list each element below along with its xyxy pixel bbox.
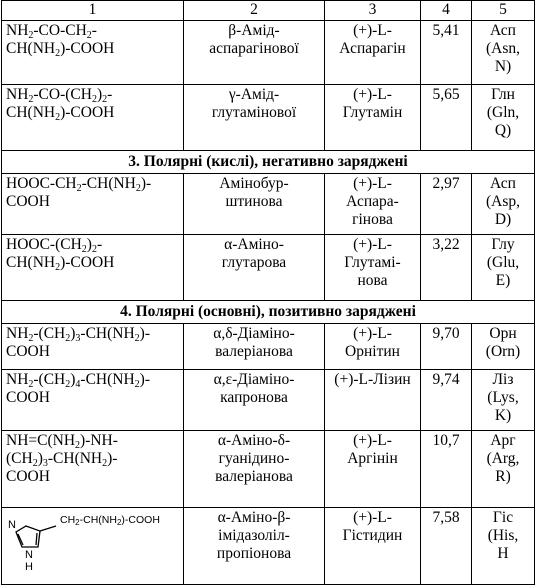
imidazole-ring-icon [6,512,60,572]
code-cell: Орн (Orn) [472,324,535,370]
code-cell: Арг (Arg, R) [472,431,535,508]
formula-cell: $NH_2-CO-CH_2-$ $CH(NH_2)$-COOH [2,21,184,85]
table-row [2,508,535,585]
isomer-cell: (+)-L- Аспара- гінова [325,174,421,235]
code-cell: Гіс (His, H [472,508,535,585]
pi-cell: 7,58 [421,508,472,585]
formula-cell [2,508,184,585]
formula-cell: HOOC-$(CH_2)_2-$ $CH(NH_2)$-COOH [2,235,184,301]
formula-cell: $NH_2-(CH_2)_3-CH(NH_2)-$ COOH [2,324,184,370]
name-cell: γ-Амід- глутамінової [184,85,325,151]
pi-cell: 9,74 [421,370,472,431]
isomer-cell: (+)-L- Аргінін [325,431,421,508]
ring-nh-label: N [25,549,33,561]
header-col-2: 2 [184,1,325,21]
header-col-4: 4 [421,1,472,21]
section-heading-row [2,301,535,324]
amino-acid-table [1,0,535,585]
formula-cell: HOOC-$CH_2-CH(NH_2)-$ COOH [2,174,184,235]
table-row [2,324,535,370]
pi-cell: 2,97 [421,174,472,235]
pi-cell: 5,41 [421,21,472,85]
ring-h-label: H [25,561,33,572]
formula-cell: $NH_2-CO-(CH_2)_2-$ $CH(NH_2)$-COOH [2,85,184,151]
formula-cell: $NH=C(NH_2)-NH-$ $(CH_2)_3-CH(NH_2)-$ COOH [2,431,184,508]
isomer-cell: (+)-L-Лізин [325,370,421,431]
isomer-cell: (+)-L- Орнітин [325,324,421,370]
name-cell: Амінобур- штинова [184,174,325,235]
name-cell: α-Аміно-δ- гуанідино- валеріанова [184,431,325,508]
name-cell: α-Аміно- глутарова [184,235,325,301]
isomer-cell: (+)-L- Аспарагін [325,21,421,85]
section-heading-row [2,151,535,174]
table-row [2,370,535,431]
table-row [2,21,535,85]
header-col-1: 1 [2,1,184,21]
name-cell: α-Аміно-β- імідазоліл- пропіонова [184,508,325,585]
code-cell: Асп (Asp, D) [472,174,535,235]
code-cell: Ліз (Lys, K) [472,370,535,431]
ring-n-label: N [8,519,16,531]
isomer-cell: (+)-L- Глутамін [325,85,421,151]
histidine-side-chain: $CH_2-CH(NH_2)$-COOH [60,514,160,527]
table-row [2,431,535,508]
table-row [2,85,535,151]
section-heading: 4. Полярні (основні), позитивно заряджені [2,301,535,324]
code-cell: Глу (Glu, E) [472,235,535,301]
pi-cell: 10,7 [421,431,472,508]
section-heading: 3. Полярні (кислі), негативно заряджені [2,151,535,174]
header-row [2,1,535,21]
pi-cell: 5,65 [421,85,472,151]
pi-cell: 9,70 [421,324,472,370]
name-cell: α,ε-Діаміно- капронова [184,370,325,431]
table-row [2,235,535,301]
isomer-cell: (+)-L- Гістидин [325,508,421,585]
code-cell: Асп (Asn, N) [472,21,535,85]
formula-cell: $NH_2-(CH_2)_4-CH(NH_2)-$ COOH [2,370,184,431]
name-cell: β-Амід- аспарагінової [184,21,325,85]
header-col-5: 5 [472,1,535,21]
name-cell: α,δ-Діаміно- валеріанова [184,324,325,370]
header-col-3: 3 [325,1,421,21]
isomer-cell: (+)-L- Глутамі- нова [325,235,421,301]
table-row [2,174,535,235]
pi-cell: 3,22 [421,235,472,301]
code-cell: Глн (Gln, Q) [472,85,535,151]
